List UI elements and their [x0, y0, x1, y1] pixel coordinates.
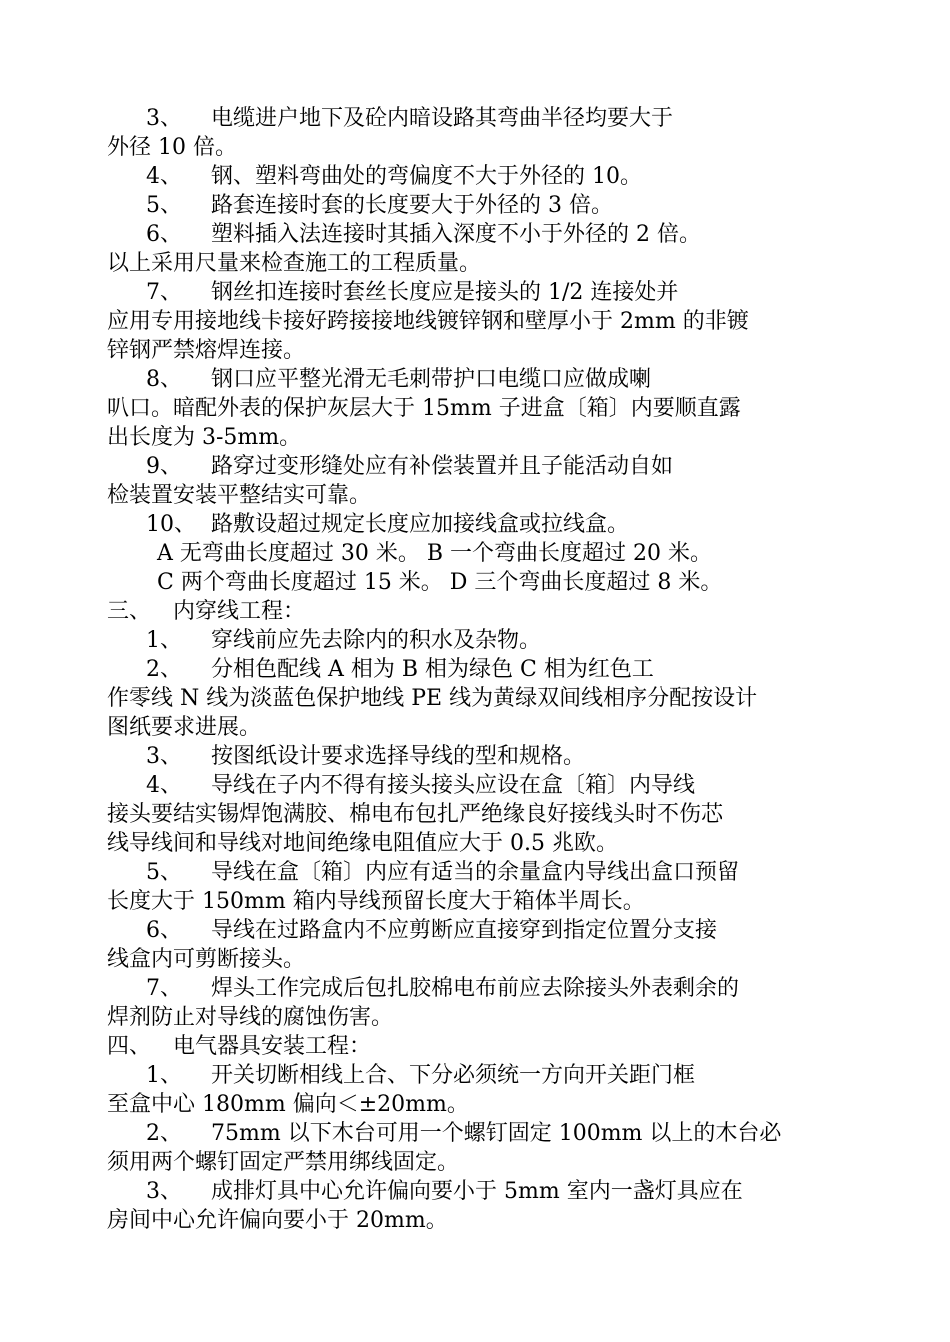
item-continuation — [107, 713, 849, 742]
item-number: 3、 — [146, 744, 182, 769]
option-line — [107, 568, 849, 597]
list-item — [107, 1119, 849, 1148]
item-continuation — [107, 945, 849, 974]
list-item — [107, 771, 849, 800]
item-text: 电缆进户地下及砼内暗设路其弯曲半径均要大于 — [211, 106, 674, 131]
option-text: A 无弯曲长度超过 30 米。 B 一个弯曲长度超过 20 米。 — [157, 541, 712, 566]
item-text: 钢、塑料弯曲处的弯偏度不大于外径的 10。 — [211, 164, 642, 189]
item-text: 钢口应平整光滑无毛刺带护口电缆口应做成喇 — [211, 367, 652, 392]
list-item — [107, 104, 849, 133]
item-continuation — [107, 1003, 849, 1032]
item-number: 8、 — [146, 367, 182, 392]
item-number: 9、 — [146, 454, 182, 479]
section-number: 四、 — [107, 1034, 152, 1059]
list-item — [107, 655, 849, 684]
item-text: 塑料插入法连接时其插入深度不小于外径的 2 倍。 — [211, 222, 701, 247]
item-number: 4、 — [146, 164, 182, 189]
item-continuation-text: 作零线 N 线为淡蓝色保护地线 PE 线为黄绿双间线相序分配按设计 — [107, 686, 758, 711]
item-continuation-text: 锌钢严禁熔焊连接。 — [107, 338, 306, 363]
item-continuation — [107, 394, 849, 423]
list-item — [107, 974, 849, 1003]
item-continuation — [107, 481, 849, 510]
item-text: 路穿过变形缝处应有补偿装置并且子能活动自如 — [211, 454, 674, 479]
item-continuation — [107, 249, 849, 278]
item-continuation-text: 须用两个螺钉固定严禁用绑线固定。 — [107, 1150, 460, 1175]
item-continuation — [107, 307, 849, 336]
item-continuation-text: 出长度为 3-5mm。 — [107, 425, 302, 450]
item-continuation — [107, 423, 849, 452]
item-number: 3、 — [146, 1179, 182, 1204]
item-continuation — [107, 1206, 849, 1235]
item-number: 6、 — [146, 918, 182, 943]
option-line — [107, 539, 849, 568]
item-number: 1、 — [146, 628, 182, 653]
list-item — [107, 452, 849, 481]
list-item — [107, 365, 849, 394]
item-continuation — [107, 1090, 849, 1119]
item-text: 按图纸设计要求选择导线的型和规格。 — [211, 744, 586, 769]
section-title: 内穿线工程： — [173, 599, 306, 624]
item-text: 路敷设超过规定长度应加接线盒或拉线盒。 — [211, 512, 630, 537]
item-text: 焊头工作完成后包扎胶棉电布前应去除接头外表剩余的 — [211, 976, 740, 1001]
item-continuation-text: 房间中心允许偏向要小于 20mm。 — [107, 1208, 448, 1233]
item-continuation — [107, 684, 849, 713]
item-number: 5、 — [146, 193, 182, 218]
item-continuation-text: 线盒内可剪断接头。 — [107, 947, 306, 972]
item-text: 穿线前应先去除内的积水及杂物。 — [211, 628, 542, 653]
section-title: 电气器具安装工程： — [173, 1034, 372, 1059]
item-number: 1、 — [146, 1063, 182, 1088]
list-item — [107, 742, 849, 771]
item-text: 钢丝扣连接时套丝长度应是接头的 1/2 连接处并 — [211, 280, 679, 305]
item-continuation-text: 接头要结实锡焊饱满胶、棉电布包扎严绝缘良好接线头时不伤芯 — [107, 802, 724, 827]
item-continuation — [107, 800, 849, 829]
item-text: 导线在过路盒内不应剪断应直接穿到指定位置分支接 — [211, 918, 718, 943]
item-continuation-text: 检装置安装平整结实可靠。 — [107, 483, 372, 508]
item-continuation — [107, 887, 849, 916]
item-text: 分相色配线 A 相为 B 相为绿色 C 相为红色工 — [211, 657, 654, 682]
item-number: 7、 — [146, 280, 182, 305]
item-continuation-text: 至盒中心 180mm 偏向＜±20mm。 — [107, 1092, 469, 1117]
item-continuation-text: 叭口。暗配外表的保护灰层大于 15mm 子进盒〔箱〕内要顺直露 — [107, 396, 741, 421]
item-text: 路套连接时套的长度要大于外径的 3 倍。 — [211, 193, 613, 218]
item-number: 6、 — [146, 222, 182, 247]
item-text: 75mm 以下木台可用一个螺钉固定 100mm 以上的木台必 — [211, 1121, 782, 1146]
item-text: 成排灯具中心允许偏向要小于 5mm 室内一盏灯具应在 — [211, 1179, 743, 1204]
section-heading — [107, 1032, 849, 1061]
list-item — [107, 191, 849, 220]
item-text: 导线在子内不得有接头接头应设在盒〔箱〕内导线 — [211, 773, 696, 798]
item-continuation — [107, 829, 849, 858]
list-item — [107, 916, 849, 945]
item-continuation — [107, 1148, 849, 1177]
list-item — [107, 220, 849, 249]
item-text: 导线在盒〔箱〕内应有适当的余量盒内导线出盒口预留 — [211, 860, 740, 885]
item-number: 2、 — [146, 657, 182, 682]
item-number: 10、 — [146, 512, 196, 537]
item-number: 3、 — [146, 106, 182, 131]
section-number: 三、 — [107, 599, 152, 624]
item-continuation-text: 线导线间和导线对地间绝缘电阻值应大于 0.5 兆欧。 — [107, 831, 618, 856]
item-number: 7、 — [146, 976, 182, 1001]
list-item — [107, 626, 849, 655]
section-heading — [107, 597, 849, 626]
item-continuation-text: 外径 10 倍。 — [107, 135, 237, 160]
item-number: 4、 — [146, 773, 182, 798]
list-item — [107, 162, 849, 191]
list-item — [107, 510, 849, 539]
item-continuation-text: 以上采用尺量来检查施工的工程质量。 — [107, 251, 482, 276]
option-text: C 两个弯曲长度超过 15 米。 D 三个弯曲长度超过 8 米。 — [157, 570, 723, 595]
item-number: 5、 — [146, 860, 182, 885]
item-number: 2、 — [146, 1121, 182, 1146]
item-continuation-text: 长度大于 150mm 箱内导线预留长度大于箱体半周长。 — [107, 889, 645, 914]
list-item — [107, 278, 849, 307]
item-continuation-text: 图纸要求进展。 — [107, 715, 262, 740]
document-body — [107, 104, 849, 1235]
item-continuation-text: 焊剂防止对导线的腐蚀伤害。 — [107, 1005, 394, 1030]
list-item — [107, 858, 849, 887]
list-item — [107, 1061, 849, 1090]
item-continuation — [107, 336, 849, 365]
item-continuation-text: 应用专用接地线卡接好跨接接地线镀锌钢和壁厚小于 2mm 的非镀 — [107, 309, 749, 334]
item-text: 开关切断相线上合、下分必须统一方向开关距门框 — [211, 1063, 696, 1088]
list-item — [107, 1177, 849, 1206]
item-continuation — [107, 133, 849, 162]
